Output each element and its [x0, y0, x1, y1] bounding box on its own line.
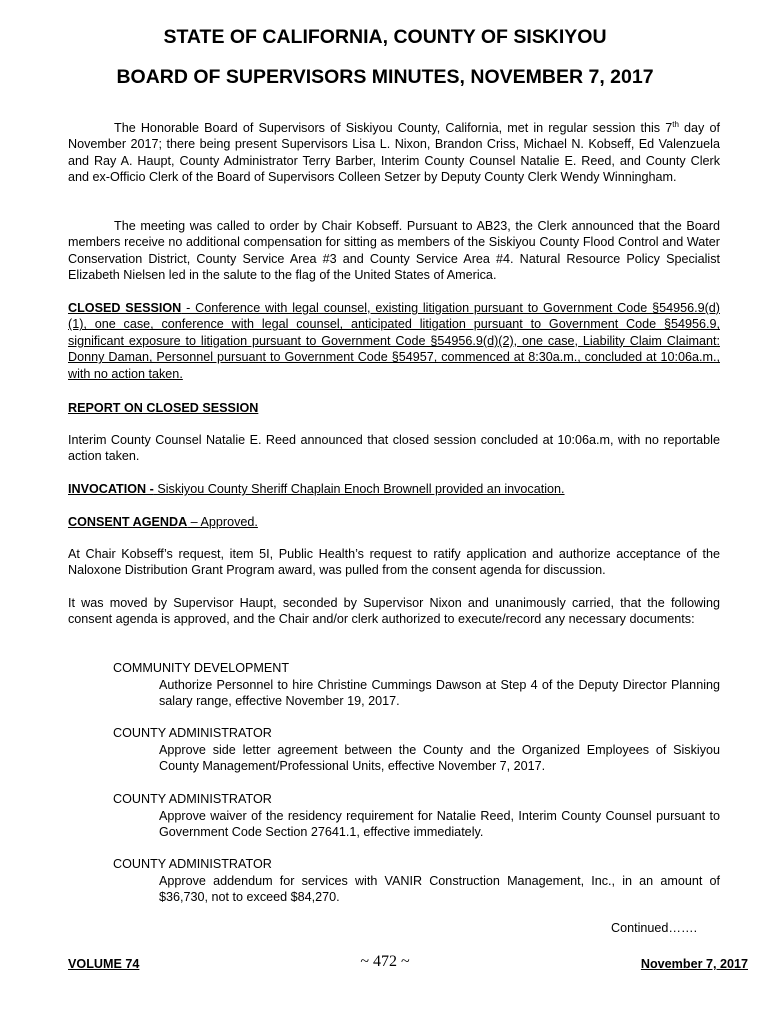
consent-paragraph-1: At Chair Kobseff’s request, item 5I, Public Health’s request to ratify application and authorize acceptance of the Naloxone Distribution Grant Program award, was pulled from the consent agenda for discussion.: [68, 547, 720, 578]
consent-item-category: COUNTY ADMINISTRATOR: [113, 857, 272, 871]
consent-item-description: Approve addendum for services with VANIR Construction Management, Inc., in an amount of $36,730, not to exceed $84,270.: [159, 874, 720, 905]
consent-item-description: Authorize Personnel to hire Christine Cummings Dawson at Step 4 of the Deputy Director Planning salary range, effective November 19, 2017.: [159, 678, 720, 709]
consent-item-category: COUNTY ADMINISTRATOR: [113, 726, 272, 740]
consent-heading-line: CONSENT AGENDA – Approved.: [68, 515, 258, 529]
footer-page-number: ~ 472 ~: [360, 953, 410, 970]
document-title: STATE OF CALIFORNIA, COUNTY OF SISKIYOU: [163, 26, 607, 48]
consent-item-category: COUNTY ADMINISTRATOR: [113, 792, 272, 806]
intro-paragraph-1: The Honorable Board of Supervisors of Siskiyou County, California, met in regular session this 7th day of November 2017; there being present Supervisors Lisa L. Nixon, Brandon Criss, Michael N. Kobseff, Ed Valenzuela and Ray A. Haupt, County Administrator Terry Barber, Interim County Counsel Natalie E. Reed, and County Clerk and ex-Officio Clerk of the Board of Supervisors Colleen Setzer by Deputy County Clerk Wendy Winningham.: [68, 119, 720, 185]
continued-note: Continued…….: [611, 921, 698, 935]
closed-session-paragraph: CLOSED SESSION - Conference with legal counsel, existing litigation pursuant to Government Code §54956.9(d)(1), one case, conference with legal counsel, anticipated litigation pursuant to Government Code §54956.9, significant exposure to litigation pursuant to Government Code §54956.9(d)(2), one case, Liability Claim Claimant: Donny Daman, Personnel pursuant to Government Code §54957, commenced at 8:30a.m., concluded at 10:06a.m., with no action taken.: [68, 301, 720, 381]
consent-item-description: Approve side letter agreement between the County and the Organized Employees of Siskiyou County Management/Professional Units, effective November 7, 2017.: [159, 743, 720, 774]
report-heading: REPORT ON CLOSED SESSION: [68, 401, 259, 415]
consent-item-description: Approve waiver of the residency requirement for Natalie Reed, Interim County Counsel pursuant to Government Code Section 27641.1, effective immediately.: [159, 809, 720, 840]
invocation-paragraph: INVOCATION - Siskiyou County Sheriff Chaplain Enoch Brownell provided an invocation.: [68, 482, 565, 496]
footer-date: November 7, 2017: [640, 957, 748, 971]
footer-volume: VOLUME 74: [68, 957, 140, 971]
report-paragraph: Interim County Counsel Natalie E. Reed announced that closed session concluded at 10:06a.m, with no reportable action taken.: [68, 433, 720, 464]
invocation-heading: INVOCATION -: [68, 482, 154, 496]
consent-item-category: COMMUNITY DEVELOPMENT: [113, 661, 290, 675]
consent-heading: CONSENT AGENDA: [68, 515, 188, 529]
document-subtitle: BOARD OF SUPERVISORS MINUTES, NOVEMBER 7, 2017: [116, 66, 654, 88]
consent-paragraph-2: It was moved by Supervisor Haupt, seconded by Supervisor Nixon and unanimously carried, that the following consent agenda is approved, and the Chair and/or clerk authorized to execute/record any necessary documents:: [68, 596, 720, 627]
closed-session-heading: CLOSED SESSION: [68, 301, 182, 315]
intro-paragraph-2: The meeting was called to order by Chair Kobseff. Pursuant to AB23, the Clerk announced that the Board members receive no additional compensation for sitting as members of the Siskiyou County Flood Control and Water Conservation District, County Service Area #3 and County Service Area #4. Natural Resource Policy Specialist Elizabeth Nielsen led in the salute to the flag of the United States of America.: [68, 219, 720, 283]
